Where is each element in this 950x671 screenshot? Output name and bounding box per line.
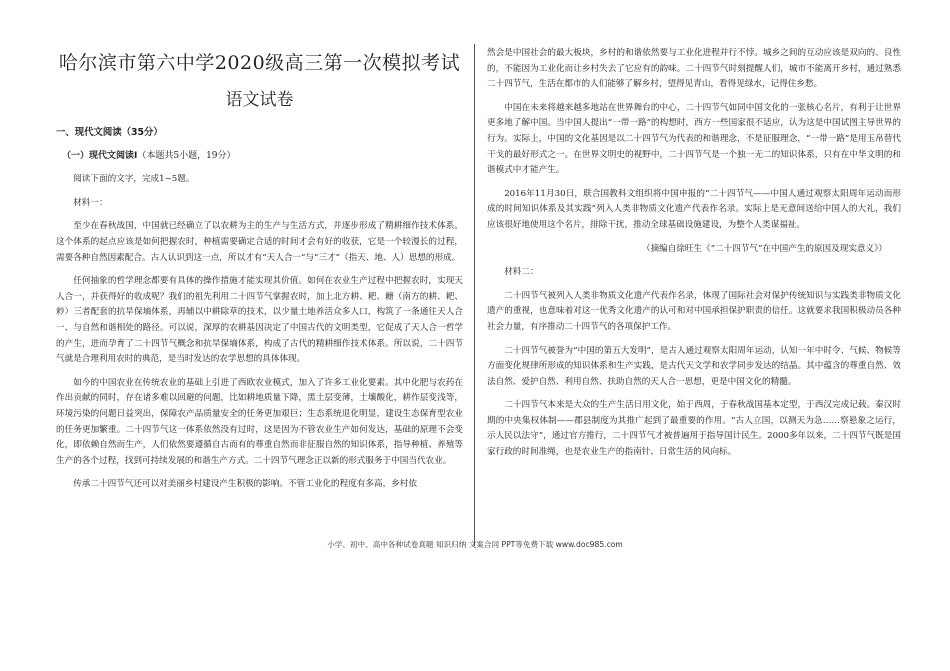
material1-label: 材料一：: [73, 197, 108, 208]
sub-heading-note: （本题共5小题，19分）: [137, 150, 236, 161]
passage-paragraph: 中国在未来将越来越多地站在世界舞台的中心，二十四节气如同中国文化的一张核心名片，有利于让世界更多地了解中国。当中国人提出“一带一路”的构想时，西方一些国家很不适应，认为这是中国试图主导世界的行为。实际上，中国的文化基因是以二十四节气为代表的和谐理念，不是征服理念，“一带一路”是用玉帛替代干戈的最好形式之一。在世界文明史的视野中，二十四节气是一个独一无二的知识体系，只有在中华文明的和谐模式中才能产生。: [487, 102, 901, 176]
source-citation: （摘编自徐旺生《“二十四节气”在中国产生的原因及现实意义》）: [641, 243, 887, 254]
column-divider: [474, 44, 475, 546]
passage-paragraph: 2016年11月30日，联合国教科文组织将中国申报的“二十四节气——中国人通过观察太阳周年运动而形成的时间知识体系及其实践”列入人类非物质文化遗产代表作名录。实际上是无意间送给中国人的大礼，我们应该很好地使用这个名片，排除干扰，推动全球基础设施建设，为整个人类谋福祉。: [487, 188, 901, 230]
page-footer: 小学、初中、高中各种试卷真题 知识归纳 文案合同 PPT等免费下载 www.doc985.com: [327, 540, 623, 549]
passage-paragraph: 二十四节气本来是大众的生产生活日用文化，始于西周，于春秋战国基本定型，于西汉完成记载。秦汉时期的中央集权体制——郡县制度为其推广起到了最重要的作用。“古人立国，以测天为急……察悬象之运行，示人民以法守”，通过官方推行，二十四节气才被普遍用于指导国计民生。2000多年以来，二十四节气既是国家行政的时间准绳，也是农业生产的指南针、日常生活的风向标。: [487, 400, 901, 458]
passage-paragraph: 如今的中国农业在传统农业的基础上引进了西欧农业模式，加入了许多工业化要素。其中化肥与农药在作出贡献的同时，存在诸多难以回避的问题，比如耕地质量下降，黑土层变薄，土壤酸化，耕作层变浅等，环境污染的问题日益突出，保障农产品质量安全的任务更加艰巨；生态系统退化明显，建设生态保育型农业的任务更加繁重。二十四节气这一体系依然没有过时，这是因为不管农业生产如何发达，基础的原理不会变化，即依赖自然而生产，人们依然要遵循自古而有的尊重自然而非征服自然的知识体系，指导种植、养殖等生产的各个过程，找到可持续发展的和谐生产方式。二十四节气理念正以新的形式服务于中国当代农业。: [56, 377, 463, 466]
section-heading: 一、现代文阅读（35分）: [56, 127, 163, 138]
material2-label: 材料二：: [504, 267, 539, 278]
passage-paragraph: 传承二十四节气还可以对美丽乡村建设产生积极的影响。不管工业化的程度有多高，乡村依: [73, 479, 417, 490]
exam-title: 哈尔滨市第六中学2020级高三第一次模拟考试: [58, 52, 461, 74]
passage-paragraph: 至少在春秋战国，中国就已经确立了以农耕为主的生产与生活方式，并逐步形成了精耕细作技术体系。这个体系的起点应该是如何把握农时，种植需要确定合适的时间才会有好的收获，它是一个较漫长的过程，需要各种自然因素配合。古人认识到这一点，所以才有“天人合一”与“三才”（指天、地、人）思想的形成。: [56, 221, 463, 263]
passage-paragraph: 然会是中国社会的最大板块，乡村的和谐依然要与工业化进程并行不悖。城乡之间的互动应该是双向的、良性的，不能因为工业化而让乡村失去了它应有的韵味。二十四节气时刻提醒人们，城市不能离开乡村，通过熟悉二十四节气，生活在都市的人们能够了解乡村，望得见青山，看得见绿水，记得住乡愁。: [487, 48, 901, 90]
sub-heading-label: （一）现代文阅读Ⅰ: [62, 150, 138, 161]
exam-subtitle: 语文试卷: [225, 90, 294, 110]
instruction-text: 阅读下面的文字，完成1~5题。: [73, 174, 195, 185]
right-column: [487, 46, 901, 461]
passage-paragraph: 二十四节气被列入人类非物质文化遗产代表作名录，体现了国际社会对保护传统知识与实践类非物质文化遗产的重视，也意味着对这一优秀文化遗产的认可和对中国承担保护职责的信任。这就要求我国积极动员各种社会力量，有序推动二十四节气的各项保护工作。: [487, 290, 901, 332]
passage-paragraph: 二十四节气被誉为“中国的第五大发明”，是古人通过观察太阳周年运动，认知一年中时令、气候、物候等方面变化规律所形成的知识体系和生产实践，是古代天文学和农学同步发达的结晶。其中蕴含的尊重自然、效法自然、爱护自然、利用自然、扶助自然的天人合一思想，更是中国文化的精髓。: [487, 345, 901, 387]
passage-paragraph: 任何抽象的哲学理念都要有具体的操作措施才能实现其价值。如何在农业生产过程中把握农时，实现天人合一，并获得好的收成呢？我们的祖先利用二十四节气掌握农时，加上北方耕、耙、耱（南方的耕、耙、耖）三者配套的抗旱保墒体系，再辅以中耕除草的技术，以少量土地养活众多人口，构筑了一条通往天人合一、与自然和谐相处的路径。可以说，深厚的农耕基因决定了中国古代的文明类型，它促成了天人合一哲学的产生，进而孕育了二十四节气概念和抗旱保墒体系，构成了古代的精耕细作技术体系。所以说，二十四节气就是合理利用农时的典范，是当时发达的农学思想的具体体现。: [56, 276, 463, 365]
sub-heading: [62, 149, 463, 165]
left-column: [56, 46, 463, 493]
